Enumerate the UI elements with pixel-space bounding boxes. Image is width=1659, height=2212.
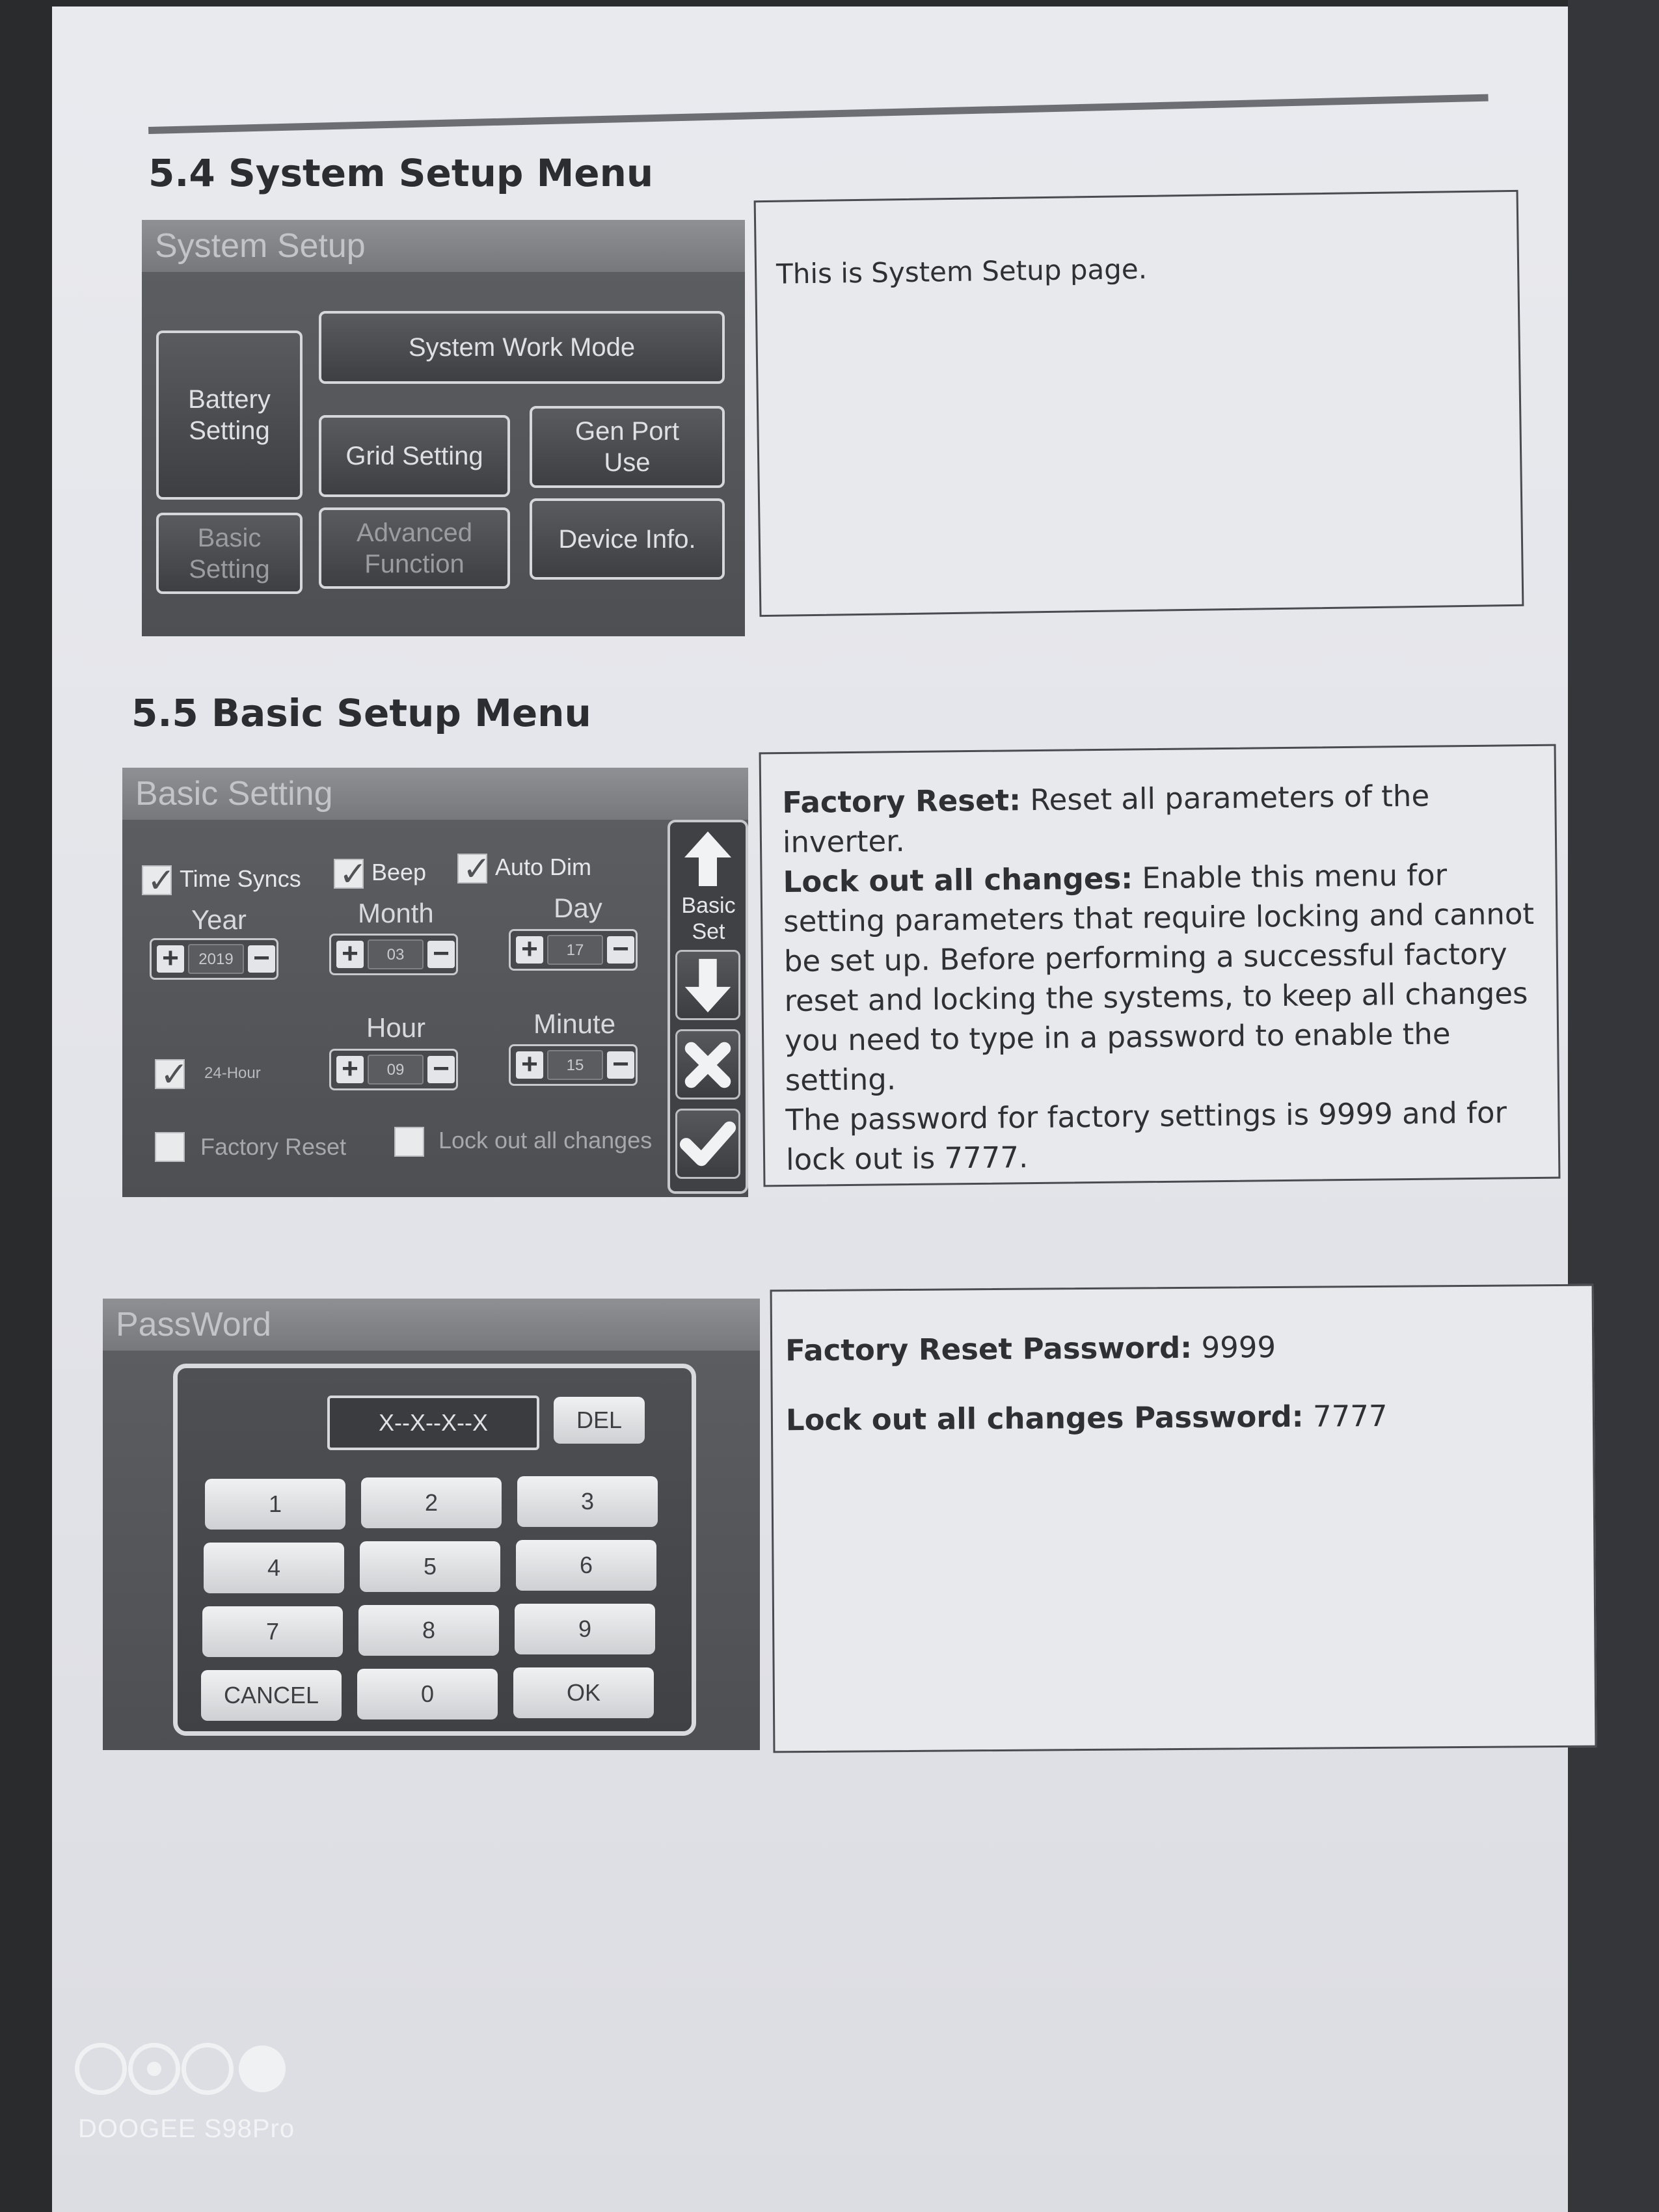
basic-setting-button[interactable]: Basic Setting <box>156 513 303 594</box>
beep-checkbox[interactable] <box>334 855 368 894</box>
section-heading-system-setup: 5.4 System Setup Menu <box>148 151 654 195</box>
minus-icon[interactable]: − <box>248 945 275 973</box>
password-screen <box>103 1299 760 1750</box>
factory-reset-text: Reset all parameters of the inverter. <box>782 778 1430 860</box>
hour-value[interactable]: 09 <box>368 1055 424 1085</box>
month-label: Month <box>358 898 434 928</box>
24-hour-checkbox[interactable] <box>155 1055 189 1094</box>
hour-stepper <box>329 1049 458 1090</box>
check-icon: ✓ <box>147 861 176 900</box>
minus-icon[interactable]: − <box>427 941 455 968</box>
dot-icon <box>239 2045 286 2092</box>
factory-reset-label: Factory Reset <box>200 1133 347 1160</box>
check-icon: ✓ <box>160 1055 189 1094</box>
factory-reset-checkbox[interactable] <box>155 1132 185 1162</box>
factory-password-term: Factory Reset Password: <box>785 1330 1193 1368</box>
system-work-mode-button[interactable]: System Work Mode <box>319 311 725 384</box>
system-setup-description-box <box>754 190 1524 617</box>
ring-icon <box>128 2043 180 2095</box>
minute-label: Minute <box>533 1008 616 1039</box>
lock-password-value: 7777 <box>1303 1398 1388 1434</box>
hour-label: Hour <box>366 1012 426 1043</box>
ring-icon <box>75 2043 127 2095</box>
grid-setting-button[interactable]: Grid Setting <box>319 415 510 497</box>
key-9[interactable]: 9 <box>515 1604 655 1654</box>
plus-icon[interactable]: + <box>516 936 543 964</box>
auto-dim-checkbox[interactable] <box>457 850 491 889</box>
year-value[interactable]: 2019 <box>188 944 244 974</box>
lock-out-term: Lock out all changes: <box>783 861 1133 900</box>
key-7[interactable]: 7 <box>202 1606 343 1657</box>
check-icon: ✓ <box>463 850 491 889</box>
month-value[interactable]: 03 <box>368 939 424 969</box>
factory-reset-term: Factory Reset: <box>782 783 1021 820</box>
arrow-down-icon[interactable] <box>675 950 740 1020</box>
basic-set-label: Basic Set <box>681 893 736 944</box>
month-stepper <box>329 934 458 975</box>
key-6[interactable]: 6 <box>516 1540 656 1591</box>
minus-icon[interactable]: − <box>607 1051 634 1079</box>
system-setup-screen <box>142 220 745 636</box>
ok-button[interactable]: OK <box>513 1667 654 1718</box>
screen-title: PassWord <box>103 1299 760 1351</box>
minus-icon[interactable]: − <box>607 936 634 964</box>
plus-icon[interactable]: + <box>516 1051 543 1079</box>
arrow-up-icon[interactable] <box>677 828 739 890</box>
screen-title: System Setup <box>142 220 745 272</box>
key-0[interactable]: 0 <box>357 1669 498 1720</box>
section-heading-basic-setup: 5.5 Basic Setup Menu <box>131 691 591 735</box>
del-button[interactable]: DEL <box>554 1397 645 1444</box>
minute-stepper <box>509 1044 638 1086</box>
key-8[interactable]: 8 <box>358 1605 499 1656</box>
key-3[interactable]: 3 <box>517 1476 658 1527</box>
basic-setup-description <box>782 775 1541 1180</box>
basic-setup-description-box <box>759 744 1561 1187</box>
lock-out-text: Enable this menu for setting parameters that require locking and cannot be set up. Before performing a successful factory reset and locking the systems, to keep all changes you need to type in a password to enable the setting. <box>783 857 1535 1098</box>
day-label: Day <box>554 893 602 923</box>
minute-value[interactable]: 15 <box>547 1050 603 1080</box>
battery-setting-button[interactable]: Battery Setting <box>156 330 303 500</box>
side-control-column <box>668 820 748 1194</box>
year-stepper <box>150 938 278 980</box>
cancel-button[interactable]: CANCEL <box>201 1670 342 1721</box>
watermark-brand: DOOGEE S98Pro <box>78 2114 295 2143</box>
key-2[interactable]: 2 <box>361 1477 502 1528</box>
password-field[interactable]: X--X--X--X <box>327 1396 539 1450</box>
screen-title: Basic Setting <box>122 768 748 820</box>
password-description-box <box>770 1284 1597 1753</box>
key-1[interactable]: 1 <box>205 1479 345 1530</box>
confirm-check-icon[interactable] <box>675 1109 740 1179</box>
system-setup-description: This is System Setup page. <box>776 252 1148 290</box>
time-syncs-label: Time Syncs <box>180 865 301 892</box>
close-icon[interactable] <box>675 1029 740 1099</box>
device-info-button[interactable]: Device Info. <box>530 498 725 580</box>
day-value[interactable]: 17 <box>547 935 603 965</box>
plus-icon[interactable]: + <box>336 1056 364 1083</box>
keypad-panel <box>173 1364 696 1736</box>
year-label: Year <box>191 904 247 935</box>
factory-password-value: 9999 <box>1191 1330 1276 1365</box>
minus-icon[interactable]: − <box>427 1056 455 1083</box>
lock-out-checkbox[interactable] <box>394 1127 424 1157</box>
lock-out-label: Lock out all changes <box>438 1127 653 1153</box>
time-syncs-checkbox[interactable] <box>142 861 176 900</box>
key-5[interactable]: 5 <box>360 1541 500 1592</box>
auto-dim-label: Auto Dim <box>495 854 592 880</box>
basic-setting-screen <box>122 768 748 1197</box>
beep-label: Beep <box>371 859 427 885</box>
password-note: The password for factory settings is 9999 and for lock out is 7777. <box>785 1095 1507 1178</box>
24-hour-label: 24-Hour <box>204 1064 261 1082</box>
lock-password-term: Lock out all changes Password: <box>785 1399 1304 1438</box>
background-edge <box>1568 0 1659 2212</box>
advanced-function-button[interactable]: Advanced Function <box>319 507 510 589</box>
ring-icon <box>182 2043 234 2095</box>
check-icon: ✓ <box>339 855 368 894</box>
gen-port-use-button[interactable]: Gen Port Use <box>530 406 725 488</box>
password-description <box>785 1325 1567 1440</box>
plus-icon[interactable]: + <box>336 941 364 968</box>
key-4[interactable]: 4 <box>204 1543 344 1593</box>
day-stepper <box>509 929 638 971</box>
plus-icon[interactable]: + <box>157 945 184 973</box>
